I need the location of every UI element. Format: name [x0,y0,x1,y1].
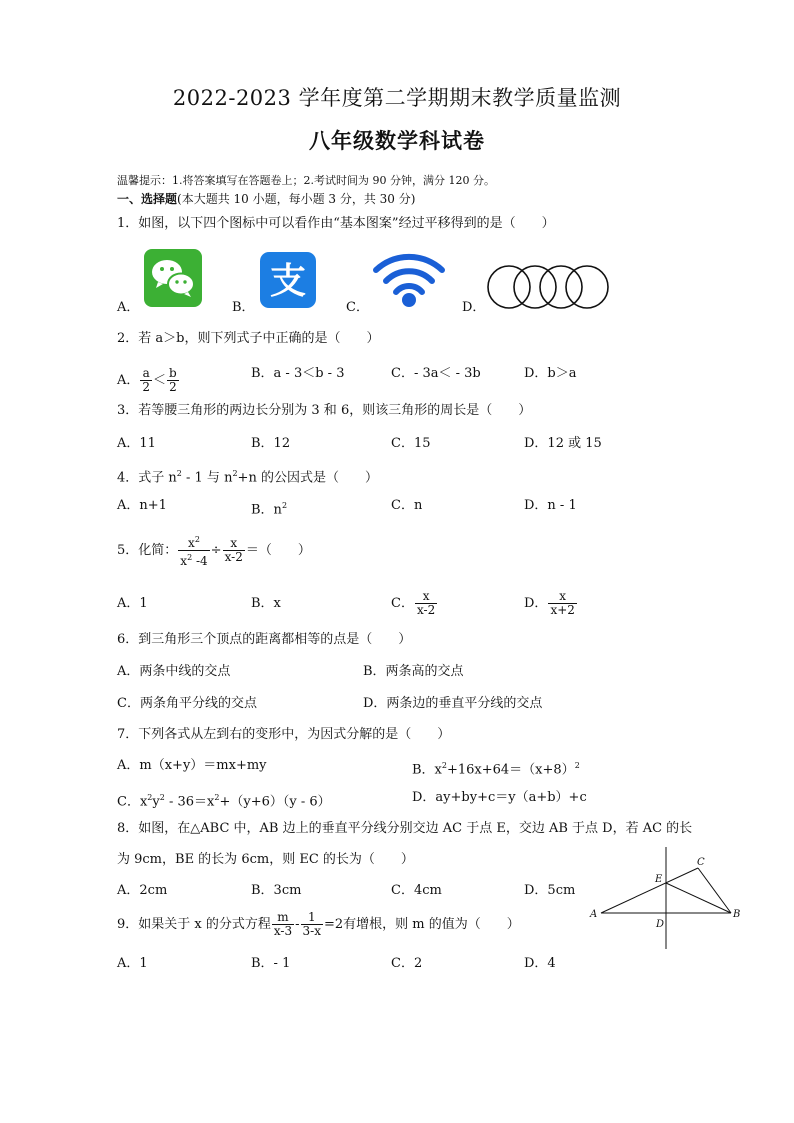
q6-option-a: A．两条中线的交点 [117,664,231,679]
q2-option-a-label: A． [117,373,140,388]
q8-option-a: A．2cm [117,883,168,898]
q4-option-b-sup: 2 [281,501,288,510]
q9-option-b: B．- 1 [251,956,291,971]
q7-option-b [412,758,580,778]
q2-option-a [117,366,180,396]
q5-option-c [391,588,438,620]
q1-option-d-label: D． [462,300,486,315]
q5-frac-1-num [178,533,209,551]
wifi-icon [372,252,446,308]
q3-option-a: A．11 [117,436,156,451]
q8-option-c: C．4cm [391,883,442,898]
q7-option-b-post: +16x+64＝（x+8） [446,762,575,778]
q5-frac-2 [223,537,245,564]
q5-option-c-den: x-2 [416,603,436,617]
q7-option-b-sup-2: 2 [574,761,580,770]
label-b: B [733,909,741,920]
q7-option-c-sup-1: 2 [147,793,153,802]
q6-stem: 6．到三角形三个顶点的距离都相等的点是（ ） [117,632,412,647]
q5-option-c-frac [415,590,437,617]
q9-frac-1-num: m [272,911,294,925]
q5-stem [117,533,311,568]
q5-frac-1-num-sup: 2 [194,535,200,544]
q9-option-d: D．4 [524,956,556,971]
q2-stem: 2．若 a＞b，则下列式子中正确的是（ ） [117,331,380,346]
q5-frac-1-den-sup: 2 [187,553,193,562]
q7-option-c-end: +（y+6）（y - 6） [219,794,331,810]
alipay-icon [260,252,316,308]
section-title: 一、选择题 [117,192,178,206]
label-c: C [697,857,705,868]
q7-option-c-sup-2: 2 [159,793,165,802]
four-rings-icon [486,264,610,310]
q4-stem-mid: - 1 与 n [181,470,233,486]
q5-frac-2-num: x [223,537,245,551]
section-heading [117,191,415,207]
q7-option-a: A．m（x+y）＝mx+my [117,758,267,773]
section-note: (本大题共 10 小题，每小题 3 分，共 30 分) [177,192,416,206]
q5-stem-post: ＝（ ） [245,543,311,558]
q7-option-d: D．ay+by+c＝y（a+b）+c [412,790,587,805]
q7-option-c-sup-3: 2 [214,793,220,802]
segment-cb [698,868,731,913]
q2-frac-b-num: b [169,366,177,380]
q5-option-c-num: x [415,590,437,604]
q4-stem-pre: 4．式子 n [117,470,177,486]
q5-option-b: B．x [251,596,281,611]
q2-frac-b-den: 2 [169,380,177,394]
q9-frac-1-den: x-3 [273,924,293,938]
q8-stem-line1: 8．如图，在△ABC 中，AB 边上的垂直平分线分别交边 AC 于点 E，交边 AB 于点 D，若 AC 的长 [117,821,693,836]
q5-option-c-label: C． [391,596,414,611]
q4-sup-2: 2 [232,469,238,478]
q9-frac-2 [301,911,323,938]
q2-frac-a [140,367,152,394]
q9-frac-2-den: 3-x [302,924,321,938]
label-a: A [590,909,598,920]
q7-option-c [117,790,331,810]
q4-stem-post: +n 的公因式是（ ） [237,470,378,486]
triangle-figure [585,845,745,955]
q3-option-d: D．12 或 15 [524,436,602,451]
q8-stem-line2: 为 9cm，BE 的长为 6cm，则 EC 的长为（ ） [117,852,414,867]
q4-sup-1: 2 [176,469,182,478]
q2-frac-b [167,367,179,394]
q2-frac-a-num: a [140,367,152,381]
q3-option-c: C．15 [391,436,431,451]
q4-stem [117,466,378,486]
q9-minus: - [295,917,300,932]
q4-option-d: D．n - 1 [524,498,577,513]
wechat-icon [144,249,202,307]
q9-frac-1 [272,911,294,938]
q9-stem-post: =2有增根，则 m 的值为（ ） [324,917,520,932]
q1-stem: 1．如图，以下四个图标中可以看作由“基本图案”经过平移得到的是（ ） [117,216,555,231]
q5-div: ÷ [210,543,222,558]
q2-option-d: D．b＞a [524,366,577,381]
exam-tip: 温馨提示：1.将答案填写在答题卷上；2.考试时间为 90 分钟，满分 120 分。 [117,174,495,187]
q6-option-c: C．两条角平分线的交点 [117,696,257,711]
q5-frac-2-den: x-2 [224,550,243,564]
q4-option-a: A．n+1 [117,498,167,513]
q9-option-a: A．1 [117,956,148,971]
q5-option-a: A．1 [117,596,148,611]
q8-option-d: D．5cm [524,883,576,898]
q9-option-c: C．2 [391,956,423,971]
q8-option-b: B．3cm [251,883,302,898]
q5-option-d-frac [548,590,576,617]
q1-option-c-label: C． [346,300,369,315]
q9-stem-pre: 9．如果关于 x 的分式方程 [117,917,271,932]
q5-frac-1-num-x: x [188,536,195,550]
q5-option-d-den: x+2 [550,603,575,617]
q5-option-d [524,588,578,620]
q6-option-b: B．两条高的交点 [363,664,464,679]
q1-option-a-label: A． [117,300,140,315]
label-e: E [655,874,663,885]
q2-frac-a-den: 2 [142,380,151,394]
q2-option-a-op: ＜ [153,373,167,388]
q4-option-b [251,498,287,518]
q5-frac-1-den [178,551,209,568]
q5-option-d-num: x [548,590,576,604]
q1-option-b-label: B． [232,300,255,315]
q5-frac-1-den-post: -4 [192,554,208,568]
q5-frac-1-den-x: x [180,554,188,568]
q9-frac-2-num: 1 [301,911,323,925]
q4-option-c: C．n [391,498,423,513]
label-d: D [656,919,665,930]
q7-stem: 7．下列各式从左到右的变形中，为因式分解的是（ ） [117,727,451,742]
q5-stem-pre: 5．化简： [117,543,178,558]
q5-option-d-label: D． [524,596,548,611]
q2-option-c: C．- 3a＜ - 3b [391,366,481,381]
q7-option-c-mid: y [152,794,160,810]
q7-option-c-post: - 36＝x [164,794,215,810]
q3-stem: 3．若等腰三角形的两边长分别为 3 和 6，则该三角形的周长是（ ） [117,403,532,418]
segment-ac [601,868,698,913]
q9-stem [117,908,520,942]
exam-subtitle: 八年级数学科试卷 [309,128,485,153]
q7-option-c-pre: C．x [117,794,148,810]
exam-title: 2022-2023 学年度第二学期期末教学质量监测 [172,86,622,110]
q6-option-d: D．两条边的垂直平分线的交点 [363,696,543,711]
q2-option-b: B．a - 3＜b - 3 [251,366,345,381]
q5-frac-1 [178,533,209,568]
q4-option-b-text: B．n [251,502,282,518]
q3-option-b: B．12 [251,436,291,451]
segment-eb [666,883,731,913]
q7-option-b-pre: B．x [412,762,442,778]
q7-option-b-sup-1: 2 [441,761,447,770]
alipay-glyph: 支 [269,261,307,302]
